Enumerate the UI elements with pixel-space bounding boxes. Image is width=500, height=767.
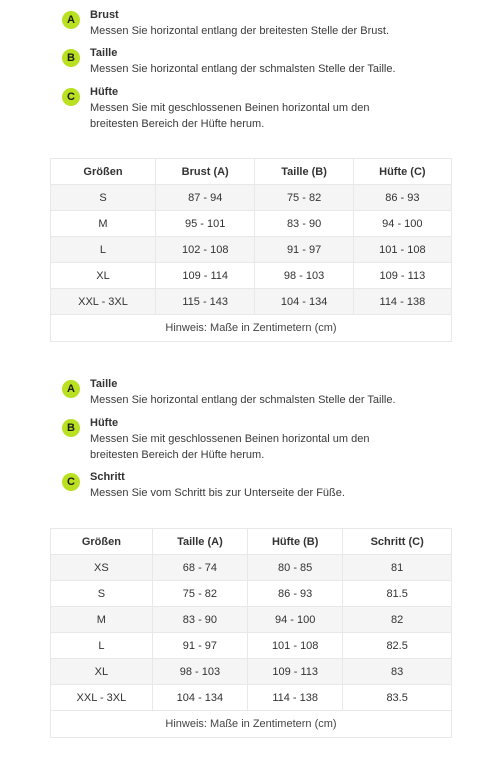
table-cell: 83.5: [343, 685, 452, 711]
table-note: Hinweis: Maße in Zentimetern (cm): [51, 315, 452, 342]
legend-item-taille: [62, 46, 396, 77]
legend-item-taille: [62, 377, 396, 408]
table-cell: 101 - 108: [353, 237, 451, 263]
column-header: Taille (B): [255, 159, 353, 185]
table-cell: 82.5: [343, 633, 452, 659]
table-cell: 82: [343, 607, 452, 633]
table-cell: 68 - 74: [152, 555, 247, 581]
column-header: Brust (A): [155, 159, 254, 185]
table-header-row: [51, 159, 452, 185]
table-header-row: [51, 529, 452, 555]
table-cell: 114 - 138: [248, 685, 343, 711]
table-row: [51, 633, 452, 659]
table-cell: 94 - 100: [353, 211, 451, 237]
table-cell: 94 - 100: [248, 607, 343, 633]
table-row: [51, 581, 452, 607]
table-row: [51, 211, 452, 237]
table-cell: 114 - 138: [353, 289, 451, 315]
table-cell: 109 - 114: [155, 263, 254, 289]
badge-b: B: [62, 49, 80, 67]
table-cell: 98 - 103: [152, 659, 247, 685]
table-cell: 80 - 85: [248, 555, 343, 581]
legend-title: Hüfte: [90, 417, 119, 429]
table-cell: XS: [51, 555, 153, 581]
badge-b: B: [62, 419, 80, 437]
legend-description: Messen Sie mit geschlossenen Beinen horizontal um den breitesten Bereich der Hüfte herum.: [90, 102, 370, 130]
table-cell: 95 - 101: [155, 211, 254, 237]
size-table-top: [50, 158, 452, 342]
column-header: Schritt (C): [343, 529, 452, 555]
table-cell: M: [51, 211, 156, 237]
table-cell: 115 - 143: [155, 289, 254, 315]
table-cell: XL: [51, 263, 156, 289]
table-cell: 83: [343, 659, 452, 685]
table-cell: XXL - 3XL: [51, 685, 153, 711]
table-row: [51, 659, 452, 685]
table-cell: 87 - 94: [155, 185, 254, 211]
legend-item-schritt: [62, 470, 345, 501]
table-cell: 102 - 108: [155, 237, 254, 263]
table-note-row: [51, 315, 452, 342]
badge-a: A: [62, 11, 80, 29]
column-header: Hüfte (B): [248, 529, 343, 555]
table-cell: XXL - 3XL: [51, 289, 156, 315]
table-note: Hinweis: Maße in Zentimetern (cm): [51, 711, 452, 738]
badge-a: A: [62, 380, 80, 398]
table-cell: M: [51, 607, 153, 633]
table-cell: 109 - 113: [353, 263, 451, 289]
table-cell: 86 - 93: [353, 185, 451, 211]
table-cell: 86 - 93: [248, 581, 343, 607]
legend-title: Taille: [90, 47, 118, 59]
column-header: Größen: [51, 529, 153, 555]
table-cell: 75 - 82: [255, 185, 353, 211]
table-cell: 81: [343, 555, 452, 581]
table-cell: 83 - 90: [152, 607, 247, 633]
table-cell: 75 - 82: [152, 581, 247, 607]
table-row: [51, 263, 452, 289]
table-row: [51, 685, 452, 711]
column-header: Hüfte (C): [353, 159, 451, 185]
table-cell: 91 - 97: [152, 633, 247, 659]
table-cell: 91 - 97: [255, 237, 353, 263]
badge-c: C: [62, 473, 80, 491]
legend-item-huefte: [62, 85, 392, 132]
legend-title: Hüfte: [90, 86, 119, 98]
badge-c: C: [62, 88, 80, 106]
legend-title: Schritt: [90, 471, 125, 483]
legend-description: Messen Sie horizontal entlang der schmalsten Stelle der Taille.: [90, 394, 396, 406]
table-cell: 104 - 134: [152, 685, 247, 711]
table-row: [51, 289, 452, 315]
legend-item-brust: [62, 8, 389, 39]
table-cell: S: [51, 581, 153, 607]
legend-title: Taille: [90, 378, 118, 390]
table-row: [51, 555, 452, 581]
table-cell: 109 - 113: [248, 659, 343, 685]
column-header: Größen: [51, 159, 156, 185]
table-cell: 81.5: [343, 581, 452, 607]
legend-description: Messen Sie horizontal entlang der schmalsten Stelle der Taille.: [90, 63, 396, 75]
legend-item-huefte: [62, 416, 392, 463]
table-cell: 101 - 108: [248, 633, 343, 659]
legend-description: Messen Sie mit geschlossenen Beinen horizontal um den breitesten Bereich der Hüfte herum.: [90, 433, 370, 461]
column-header: Taille (A): [152, 529, 247, 555]
table-cell: L: [51, 237, 156, 263]
table-cell: 83 - 90: [255, 211, 353, 237]
table-cell: S: [51, 185, 156, 211]
table-cell: XL: [51, 659, 153, 685]
table-cell: L: [51, 633, 153, 659]
table-note-row: [51, 711, 452, 738]
legend-description: Messen Sie horizontal entlang der breitesten Stelle der Brust.: [90, 25, 389, 37]
table-cell: 104 - 134: [255, 289, 353, 315]
legend-description: Messen Sie vom Schritt bis zur Unterseite der Füße.: [90, 487, 345, 499]
table-row: [51, 607, 452, 633]
table-row: [51, 185, 452, 211]
legend-title: Brust: [90, 9, 119, 21]
table-row: [51, 237, 452, 263]
size-table-bottom: [50, 528, 452, 738]
table-cell: 98 - 103: [255, 263, 353, 289]
